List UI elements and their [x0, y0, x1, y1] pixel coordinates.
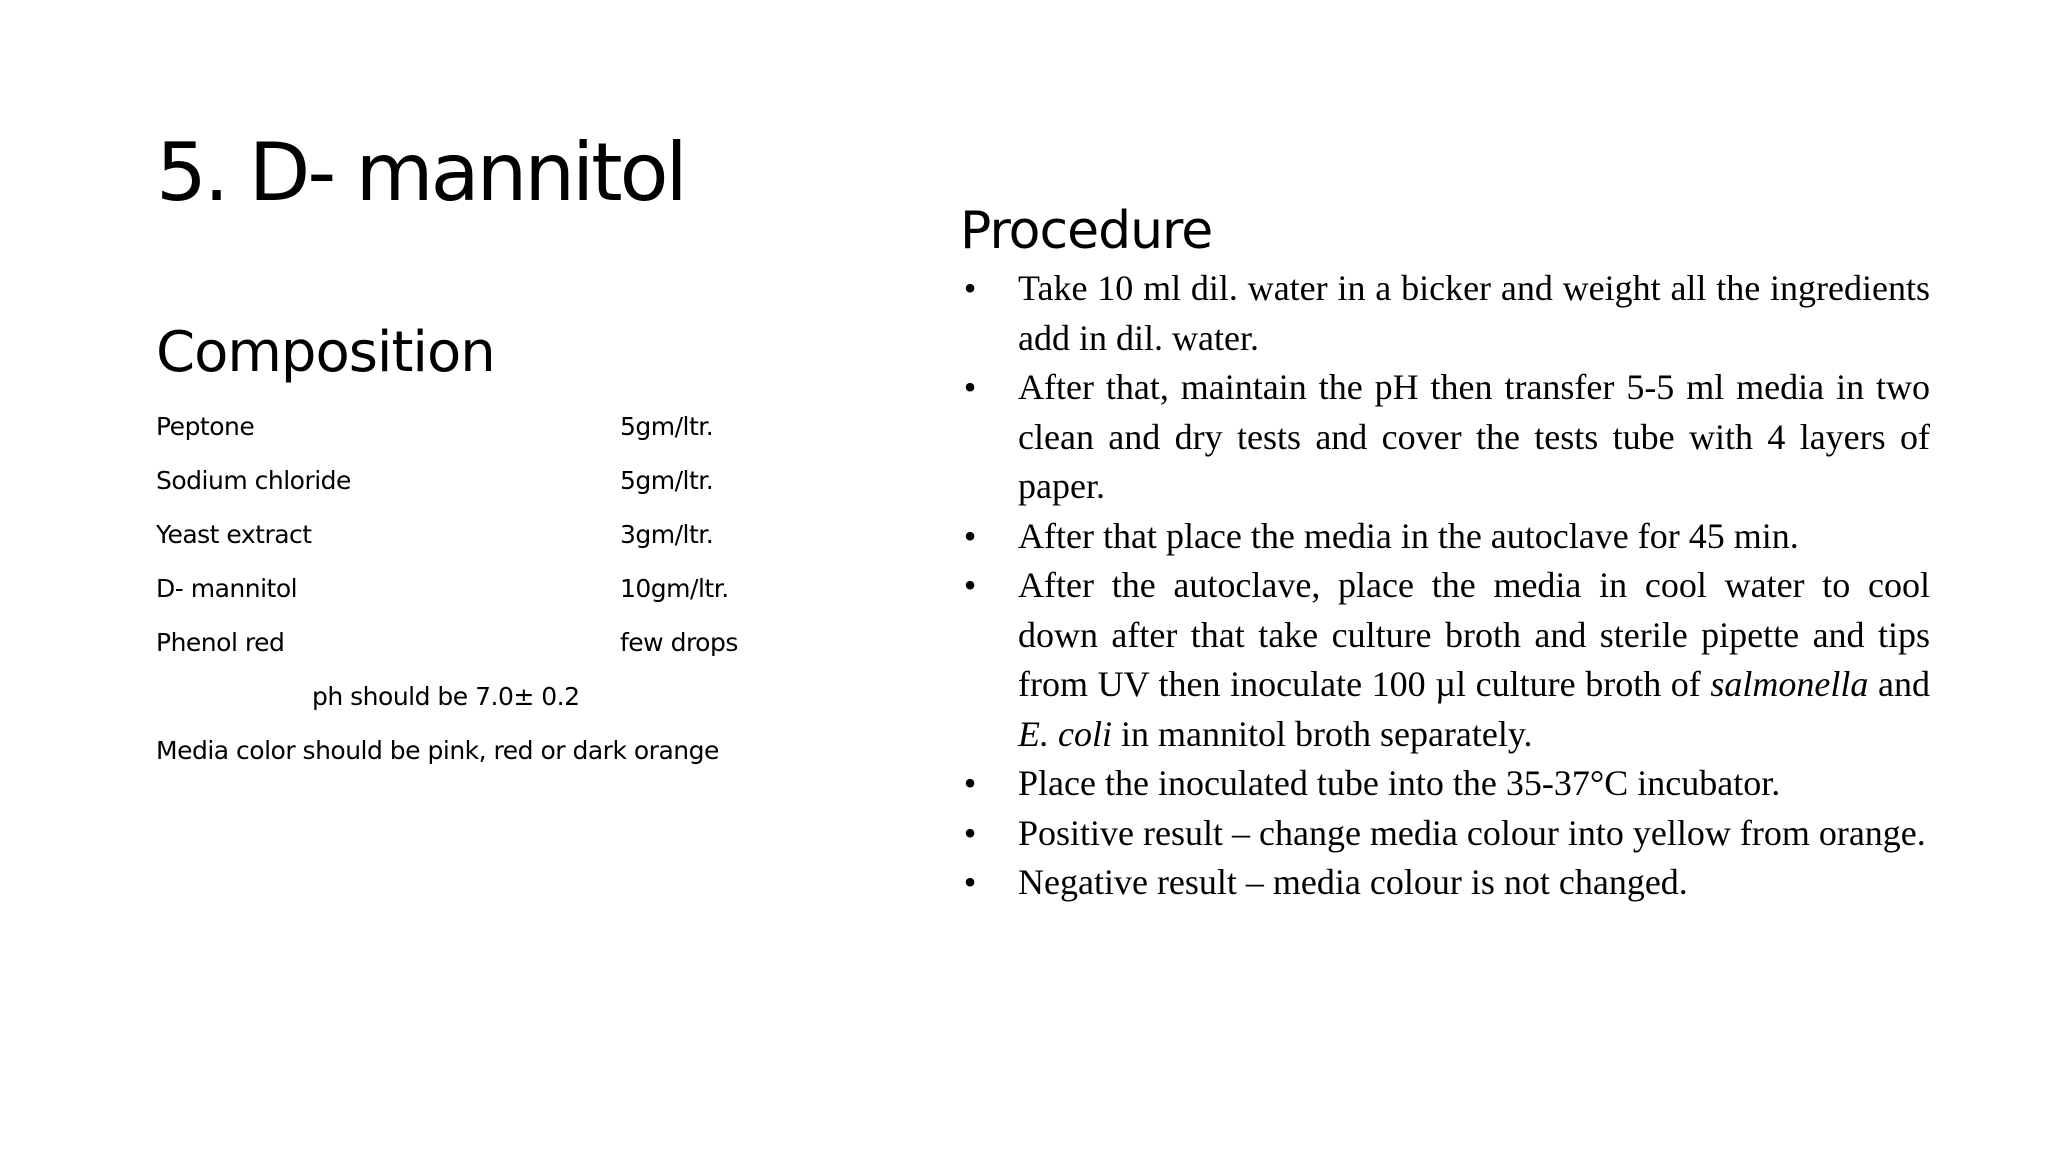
- media-color-note: Media color should be pink, red or dark orange: [156, 736, 719, 765]
- procedure-step-text: Place the inoculated tube into the 35-37°C incubator.: [1018, 763, 1781, 803]
- organism-salmonella: salmonella: [1710, 664, 1869, 704]
- procedure-step: [960, 759, 1930, 809]
- bullet-icon: [960, 809, 980, 859]
- ingredient-amount: 3gm/ltr.: [620, 520, 714, 549]
- procedure-step: [960, 363, 1930, 512]
- composition-row: [156, 408, 776, 462]
- procedure-step-text: Take 10 ml dil. water in a bicker and weight all the ingredients add in dil. water.: [1018, 268, 1930, 358]
- ingredient-name: D- mannitol: [156, 574, 298, 603]
- ingredient-amount: 5gm/ltr.: [620, 412, 714, 441]
- bullet-icon: [960, 759, 980, 809]
- bullet-icon: [960, 858, 980, 908]
- procedure-step: [960, 561, 1930, 759]
- ingredient-name: Peptone: [156, 412, 255, 441]
- procedure-list: [960, 264, 1930, 908]
- composition-row: [156, 570, 776, 624]
- procedure-step: [960, 809, 1930, 859]
- procedure-step-text: Negative result – media colour is not changed.: [1018, 862, 1688, 902]
- procedure-step-text: After that place the media in the autoclave for 45 min.: [1018, 515, 1799, 556]
- composition-heading: Composition: [156, 320, 495, 385]
- composition-row: [156, 462, 776, 516]
- ingredient-amount: few drops: [620, 628, 738, 657]
- procedure-step-text-mid: and: [1868, 664, 1930, 704]
- ingredient-amount: 5gm/ltr.: [620, 466, 714, 495]
- procedure-step: [960, 512, 1930, 562]
- procedure-step-text: [1018, 565, 1930, 754]
- procedure-step: [960, 264, 1930, 363]
- bullet-icon: [960, 561, 980, 611]
- procedure-step-text: Positive result – change media colour into yellow from orange.: [1018, 812, 1926, 853]
- ingredient-name: Phenol red: [156, 628, 285, 657]
- procedure-step: [960, 858, 1930, 908]
- organism-e-coli: E. coli: [1018, 713, 1112, 754]
- composition-table: [156, 408, 776, 678]
- procedure-step-text: After that, maintain the pH then transfer 5-5 ml media in two clean and dry tests and cover the tests tube with 4 layers of paper.: [1018, 367, 1930, 506]
- bullet-icon: [960, 264, 980, 314]
- slide-title: 5. D- mannitol: [156, 126, 685, 219]
- procedure-heading: Procedure: [960, 201, 1213, 261]
- ph-note: ph should be 7.0± 0.2: [312, 682, 580, 711]
- ingredient-name: Yeast extract: [156, 520, 312, 549]
- bullet-icon: [960, 363, 980, 413]
- ingredient-name: Sodium chloride: [156, 466, 351, 495]
- composition-row: [156, 624, 776, 678]
- ingredient-amount: 10gm/ltr.: [620, 574, 729, 603]
- bullet-icon: [960, 512, 980, 562]
- procedure-step-text-start: After the autoclave, place the media in cool water to cool down after that take culture broth and sterile pipette and tips from UV then inoculate 100 µl culture broth of: [1018, 565, 1930, 704]
- procedure-step-text-end: in mannitol broth separately.: [1111, 713, 1533, 754]
- composition-row: [156, 516, 776, 570]
